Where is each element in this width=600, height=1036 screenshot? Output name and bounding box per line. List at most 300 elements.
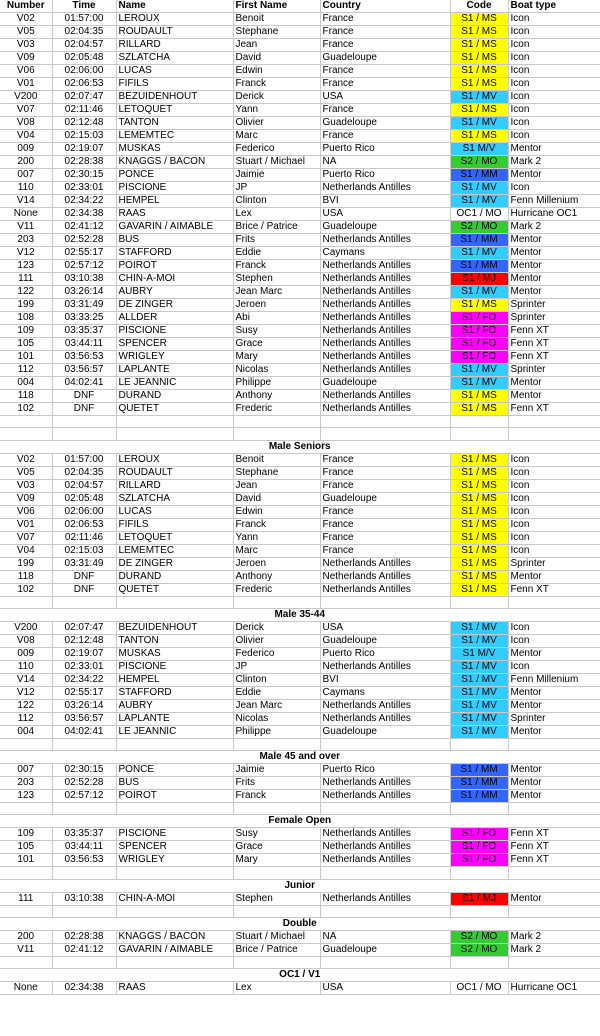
cell-code: S1 / MV	[450, 91, 508, 104]
section-row	[0, 918, 600, 931]
cell-boat-type: Fenn XT	[508, 403, 600, 416]
cell-time: 02:34:38	[52, 208, 116, 221]
cell-first-name: JP	[233, 182, 320, 195]
cell-name: TANTON	[116, 117, 233, 130]
cell-number: 004	[0, 725, 52, 738]
cell-boat-type: Icon	[508, 117, 600, 130]
cell-country: NA	[320, 931, 450, 944]
cell-name: RILLARD	[116, 479, 233, 492]
result-row	[0, 931, 600, 944]
cell-boat-type: Mentor	[508, 892, 600, 905]
result-row	[0, 790, 600, 803]
cell-country: Netherlands Antilles	[320, 338, 450, 351]
cell-first-name: Mary	[233, 351, 320, 364]
cell-first-name: Franck	[233, 260, 320, 273]
cell-number: V05	[0, 466, 52, 479]
cell-time: 01:57:00	[52, 453, 116, 466]
cell-country: USA	[320, 982, 450, 995]
cell-number: 111	[0, 273, 52, 286]
cell-boat-type: Fenn XT	[508, 351, 600, 364]
cell-number: V14	[0, 673, 52, 686]
cell-number: 199	[0, 299, 52, 312]
cell-number: 007	[0, 764, 52, 777]
header-country: Country	[320, 0, 450, 13]
cell-time: 03:10:38	[52, 273, 116, 286]
cell-boat-type: Hurricane OC1	[508, 982, 600, 995]
cell-number: V03	[0, 39, 52, 52]
header-row	[0, 0, 600, 13]
cell-boat-type: Mentor	[508, 143, 600, 156]
cell-country: Caymans	[320, 686, 450, 699]
cell-name: FIFILS	[116, 78, 233, 91]
cell-first-name: Philippe	[233, 377, 320, 390]
cell-name: SPENCER	[116, 338, 233, 351]
cell-first-name: Yann	[233, 531, 320, 544]
cell-country: Netherlands Antilles	[320, 790, 450, 803]
cell-name: DE ZINGER	[116, 557, 233, 570]
cell-country: France	[320, 479, 450, 492]
empty-cell	[320, 867, 450, 879]
empty-cell	[450, 738, 508, 750]
cell-name: PISCIONE	[116, 325, 233, 338]
empty-row	[0, 905, 600, 917]
result-row	[0, 39, 600, 52]
cell-first-name: Jaimie	[233, 169, 320, 182]
cell-first-name: Stuart / Michael	[233, 931, 320, 944]
result-row	[0, 764, 600, 777]
cell-name: LAPLANTE	[116, 364, 233, 377]
cell-first-name: Federico	[233, 143, 320, 156]
cell-country: Netherlands Antilles	[320, 660, 450, 673]
cell-country: Netherlands Antilles	[320, 892, 450, 905]
cell-country: France	[320, 518, 450, 531]
result-row	[0, 634, 600, 647]
cell-time: 03:56:53	[52, 854, 116, 867]
cell-country: Puerto Rico	[320, 647, 450, 660]
cell-number: V12	[0, 247, 52, 260]
empty-cell	[116, 596, 233, 608]
cell-time: 02:55:17	[52, 247, 116, 260]
cell-boat-type: Sprinter	[508, 299, 600, 312]
result-row	[0, 299, 600, 312]
cell-country: Guadeloupe	[320, 944, 450, 957]
cell-boat-type: Icon	[508, 26, 600, 39]
cell-country: France	[320, 130, 450, 143]
cell-boat-type: Mentor	[508, 234, 600, 247]
cell-name: LEMEMTEC	[116, 544, 233, 557]
empty-cell	[116, 738, 233, 750]
cell-code: S2 / MO	[450, 931, 508, 944]
cell-time: DNF	[52, 403, 116, 416]
cell-time: 02:06:53	[52, 518, 116, 531]
cell-code: S1 / MM	[450, 169, 508, 182]
empty-cell	[52, 867, 116, 879]
empty-cell	[320, 428, 450, 440]
cell-code: S1 / MV	[450, 182, 508, 195]
cell-name: SZLATCHA	[116, 52, 233, 65]
cell-code: S1 / MM	[450, 764, 508, 777]
header-code: Code	[450, 0, 508, 13]
cell-name: RILLARD	[116, 39, 233, 52]
cell-name: LEMEMTEC	[116, 130, 233, 143]
section-title: OC1 / V1	[0, 969, 600, 982]
section-title: Male Seniors	[0, 440, 600, 453]
cell-country: France	[320, 453, 450, 466]
empty-cell	[116, 416, 233, 428]
cell-time: 02:28:38	[52, 156, 116, 169]
cell-boat-type: Fenn Millenium	[508, 673, 600, 686]
empty-cell	[233, 596, 320, 608]
cell-number: V09	[0, 52, 52, 65]
cell-country: Puerto Rico	[320, 143, 450, 156]
cell-first-name: Grace	[233, 338, 320, 351]
result-row	[0, 621, 600, 634]
empty-cell	[450, 428, 508, 440]
cell-boat-type: Icon	[508, 182, 600, 195]
result-row	[0, 195, 600, 208]
result-row	[0, 286, 600, 299]
cell-code: S1 / MS	[450, 130, 508, 143]
cell-boat-type: Icon	[508, 91, 600, 104]
cell-name: POIROT	[116, 260, 233, 273]
cell-country: Guadeloupe	[320, 117, 450, 130]
cell-time: 02:07:47	[52, 621, 116, 634]
result-row	[0, 26, 600, 39]
cell-country: Netherlands Antilles	[320, 299, 450, 312]
cell-time: 02:34:38	[52, 982, 116, 995]
cell-time: 02:19:07	[52, 647, 116, 660]
cell-first-name: Edwin	[233, 505, 320, 518]
cell-country: France	[320, 104, 450, 117]
cell-first-name: Clinton	[233, 195, 320, 208]
cell-time: 03:26:14	[52, 286, 116, 299]
cell-time: 03:31:49	[52, 557, 116, 570]
cell-name: SPENCER	[116, 841, 233, 854]
cell-code: S1 / MS	[450, 518, 508, 531]
cell-name: KNAGGS / BACON	[116, 156, 233, 169]
cell-code: S1 / FO	[450, 828, 508, 841]
empty-cell	[320, 905, 450, 917]
cell-first-name: Susy	[233, 828, 320, 841]
cell-number: 112	[0, 712, 52, 725]
result-row	[0, 338, 600, 351]
cell-time: 04:02:41	[52, 377, 116, 390]
cell-time: 02:41:12	[52, 221, 116, 234]
cell-code: S1 / MJ	[450, 273, 508, 286]
cell-boat-type: Mentor	[508, 699, 600, 712]
result-row	[0, 725, 600, 738]
result-row	[0, 982, 600, 995]
cell-code: S1 / MV	[450, 117, 508, 130]
cell-first-name: Jean Marc	[233, 699, 320, 712]
cell-country: France	[320, 65, 450, 78]
cell-time: DNF	[52, 583, 116, 596]
cell-number: V11	[0, 221, 52, 234]
cell-time: 02:12:48	[52, 634, 116, 647]
empty-cell	[0, 905, 52, 917]
result-row	[0, 531, 600, 544]
cell-time: 02:11:46	[52, 104, 116, 117]
cell-name: STAFFORD	[116, 686, 233, 699]
result-row	[0, 156, 600, 169]
cell-name: PISCIONE	[116, 660, 233, 673]
cell-code: S1 / MS	[450, 403, 508, 416]
cell-boat-type: Sprinter	[508, 364, 600, 377]
cell-boat-type: Icon	[508, 505, 600, 518]
cell-number: 110	[0, 660, 52, 673]
result-row	[0, 570, 600, 583]
result-row	[0, 492, 600, 505]
cell-first-name: Jean	[233, 39, 320, 52]
cell-boat-type: Mentor	[508, 570, 600, 583]
cell-number: 102	[0, 403, 52, 416]
cell-country: Netherlands Antilles	[320, 182, 450, 195]
cell-first-name: Anthony	[233, 390, 320, 403]
cell-time: 03:33:25	[52, 312, 116, 325]
section-row	[0, 879, 600, 892]
cell-time: 02:52:28	[52, 777, 116, 790]
cell-name: DURAND	[116, 390, 233, 403]
cell-boat-type: Mentor	[508, 686, 600, 699]
cell-name: ROUDAULT	[116, 466, 233, 479]
cell-name: LETOQUET	[116, 104, 233, 117]
cell-boat-type: Sprinter	[508, 312, 600, 325]
cell-code: S1 / MS	[450, 390, 508, 403]
cell-boat-type: Icon	[508, 479, 600, 492]
cell-time: 02:28:38	[52, 931, 116, 944]
cell-code: S1 / MS	[450, 466, 508, 479]
cell-code: S1 / MS	[450, 453, 508, 466]
cell-name: LUCAS	[116, 65, 233, 78]
result-row	[0, 466, 600, 479]
cell-first-name: Frits	[233, 777, 320, 790]
section-row	[0, 440, 600, 453]
cell-time: 02:06:00	[52, 505, 116, 518]
cell-code: S1 / MV	[450, 195, 508, 208]
cell-boat-type: Icon	[508, 660, 600, 673]
cell-boat-type: Icon	[508, 39, 600, 52]
section-title: Male 45 and over	[0, 751, 600, 764]
cell-boat-type: Icon	[508, 65, 600, 78]
cell-country: France	[320, 26, 450, 39]
cell-boat-type: Mentor	[508, 286, 600, 299]
cell-code: S1 / FO	[450, 351, 508, 364]
result-row	[0, 699, 600, 712]
cell-name: RAAS	[116, 208, 233, 221]
result-row	[0, 247, 600, 260]
cell-name: GAVARIN / AIMABLE	[116, 944, 233, 957]
cell-boat-type: Icon	[508, 130, 600, 143]
cell-time: 02:15:03	[52, 130, 116, 143]
cell-boat-type: Icon	[508, 13, 600, 26]
cell-name: BUS	[116, 234, 233, 247]
cell-name: PONCE	[116, 169, 233, 182]
cell-country: Netherlands Antilles	[320, 699, 450, 712]
cell-first-name: Federico	[233, 647, 320, 660]
result-row	[0, 686, 600, 699]
result-row	[0, 117, 600, 130]
cell-name: QUETET	[116, 583, 233, 596]
cell-time: 02:55:17	[52, 686, 116, 699]
cell-time: 02:19:07	[52, 143, 116, 156]
result-row	[0, 505, 600, 518]
cell-number: None	[0, 208, 52, 221]
cell-boat-type: Icon	[508, 518, 600, 531]
cell-number: V200	[0, 91, 52, 104]
cell-name: RAAS	[116, 982, 233, 995]
empty-cell	[0, 416, 52, 428]
cell-first-name: Eddie	[233, 247, 320, 260]
cell-time: 02:06:53	[52, 78, 116, 91]
cell-code: S1 / MS	[450, 26, 508, 39]
cell-country: Netherlands Antilles	[320, 312, 450, 325]
cell-boat-type: Mark 2	[508, 944, 600, 957]
cell-first-name: Brice / Patrice	[233, 221, 320, 234]
empty-cell	[52, 428, 116, 440]
cell-name: DE ZINGER	[116, 299, 233, 312]
cell-time: 02:05:48	[52, 492, 116, 505]
empty-row	[0, 867, 600, 879]
cell-number: V12	[0, 686, 52, 699]
cell-boat-type: Mark 2	[508, 156, 600, 169]
cell-number: V06	[0, 65, 52, 78]
result-row	[0, 390, 600, 403]
result-row	[0, 78, 600, 91]
cell-number: 123	[0, 260, 52, 273]
cell-first-name: Eddie	[233, 686, 320, 699]
section-row	[0, 815, 600, 828]
cell-name: HEMPEL	[116, 673, 233, 686]
cell-name: POIROT	[116, 790, 233, 803]
cell-code: S1 / MS	[450, 13, 508, 26]
header-number: Number	[0, 0, 52, 13]
cell-time: 03:44:11	[52, 338, 116, 351]
empty-cell	[116, 867, 233, 879]
cell-name: QUETET	[116, 403, 233, 416]
cell-number: 105	[0, 841, 52, 854]
cell-country: Puerto Rico	[320, 764, 450, 777]
cell-number: V07	[0, 104, 52, 117]
cell-boat-type: Icon	[508, 466, 600, 479]
cell-time: 03:35:37	[52, 828, 116, 841]
cell-first-name: Edwin	[233, 65, 320, 78]
result-row	[0, 377, 600, 390]
cell-number: V04	[0, 130, 52, 143]
cell-code: S1 / FO	[450, 854, 508, 867]
cell-number: 203	[0, 777, 52, 790]
cell-code: S1 / MV	[450, 712, 508, 725]
empty-cell	[508, 738, 600, 750]
cell-time: 02:15:03	[52, 544, 116, 557]
empty-cell	[116, 957, 233, 969]
cell-code: S1 / FO	[450, 325, 508, 338]
cell-first-name: David	[233, 52, 320, 65]
cell-boat-type: Icon	[508, 492, 600, 505]
cell-number: 009	[0, 143, 52, 156]
cell-number: 200	[0, 931, 52, 944]
cell-first-name: Benoit	[233, 13, 320, 26]
empty-cell	[450, 905, 508, 917]
header-first-name: First Name	[233, 0, 320, 13]
cell-code: S1 / MS	[450, 492, 508, 505]
cell-time: 01:57:00	[52, 13, 116, 26]
cell-number: V07	[0, 531, 52, 544]
empty-cell	[508, 803, 600, 815]
section-title: Male 35-44	[0, 608, 600, 621]
result-row	[0, 544, 600, 557]
cell-boat-type: Mentor	[508, 777, 600, 790]
cell-boat-type: Mentor	[508, 260, 600, 273]
cell-code: S1 / MS	[450, 570, 508, 583]
cell-country: BVI	[320, 195, 450, 208]
cell-first-name: JP	[233, 660, 320, 673]
cell-first-name: Stephen	[233, 892, 320, 905]
empty-cell	[0, 957, 52, 969]
cell-time: 03:31:49	[52, 299, 116, 312]
cell-first-name: Franck	[233, 518, 320, 531]
cell-number: V01	[0, 518, 52, 531]
cell-first-name: Jeroen	[233, 299, 320, 312]
cell-first-name: Franck	[233, 78, 320, 91]
header-time: Time	[52, 0, 116, 13]
cell-number: V08	[0, 634, 52, 647]
cell-name: AUBRY	[116, 286, 233, 299]
empty-cell	[508, 428, 600, 440]
cell-country: France	[320, 78, 450, 91]
cell-code: S1 / MS	[450, 104, 508, 117]
cell-country: France	[320, 544, 450, 557]
cell-first-name: Frits	[233, 234, 320, 247]
header-name: Name	[116, 0, 233, 13]
cell-first-name: Frederic	[233, 403, 320, 416]
result-row	[0, 647, 600, 660]
cell-country: Guadeloupe	[320, 634, 450, 647]
cell-number: 123	[0, 790, 52, 803]
cell-time: 03:26:14	[52, 699, 116, 712]
cell-country: Guadeloupe	[320, 221, 450, 234]
cell-country: Guadeloupe	[320, 492, 450, 505]
cell-country: Netherlands Antilles	[320, 273, 450, 286]
cell-boat-type: Icon	[508, 531, 600, 544]
section-row	[0, 969, 600, 982]
empty-row	[0, 596, 600, 608]
cell-country: France	[320, 505, 450, 518]
cell-country: Puerto Rico	[320, 169, 450, 182]
cell-first-name: Jean Marc	[233, 286, 320, 299]
cell-number: V01	[0, 78, 52, 91]
cell-boat-type: Mentor	[508, 647, 600, 660]
result-row	[0, 91, 600, 104]
empty-row	[0, 957, 600, 969]
cell-code: S1 / MS	[450, 583, 508, 596]
empty-cell	[233, 905, 320, 917]
cell-boat-type: Icon	[508, 52, 600, 65]
cell-name: HEMPEL	[116, 195, 233, 208]
cell-boat-type: Sprinter	[508, 712, 600, 725]
result-row	[0, 479, 600, 492]
cell-name: PISCIONE	[116, 182, 233, 195]
empty-cell	[0, 428, 52, 440]
cell-first-name: Frederic	[233, 583, 320, 596]
cell-first-name: Susy	[233, 325, 320, 338]
cell-first-name: Mary	[233, 854, 320, 867]
cell-country: France	[320, 39, 450, 52]
cell-first-name: Marc	[233, 544, 320, 557]
cell-boat-type: Mentor	[508, 725, 600, 738]
cell-country: Netherlands Antilles	[320, 351, 450, 364]
cell-boat-type: Fenn Millenium	[508, 195, 600, 208]
cell-time: 02:04:57	[52, 479, 116, 492]
